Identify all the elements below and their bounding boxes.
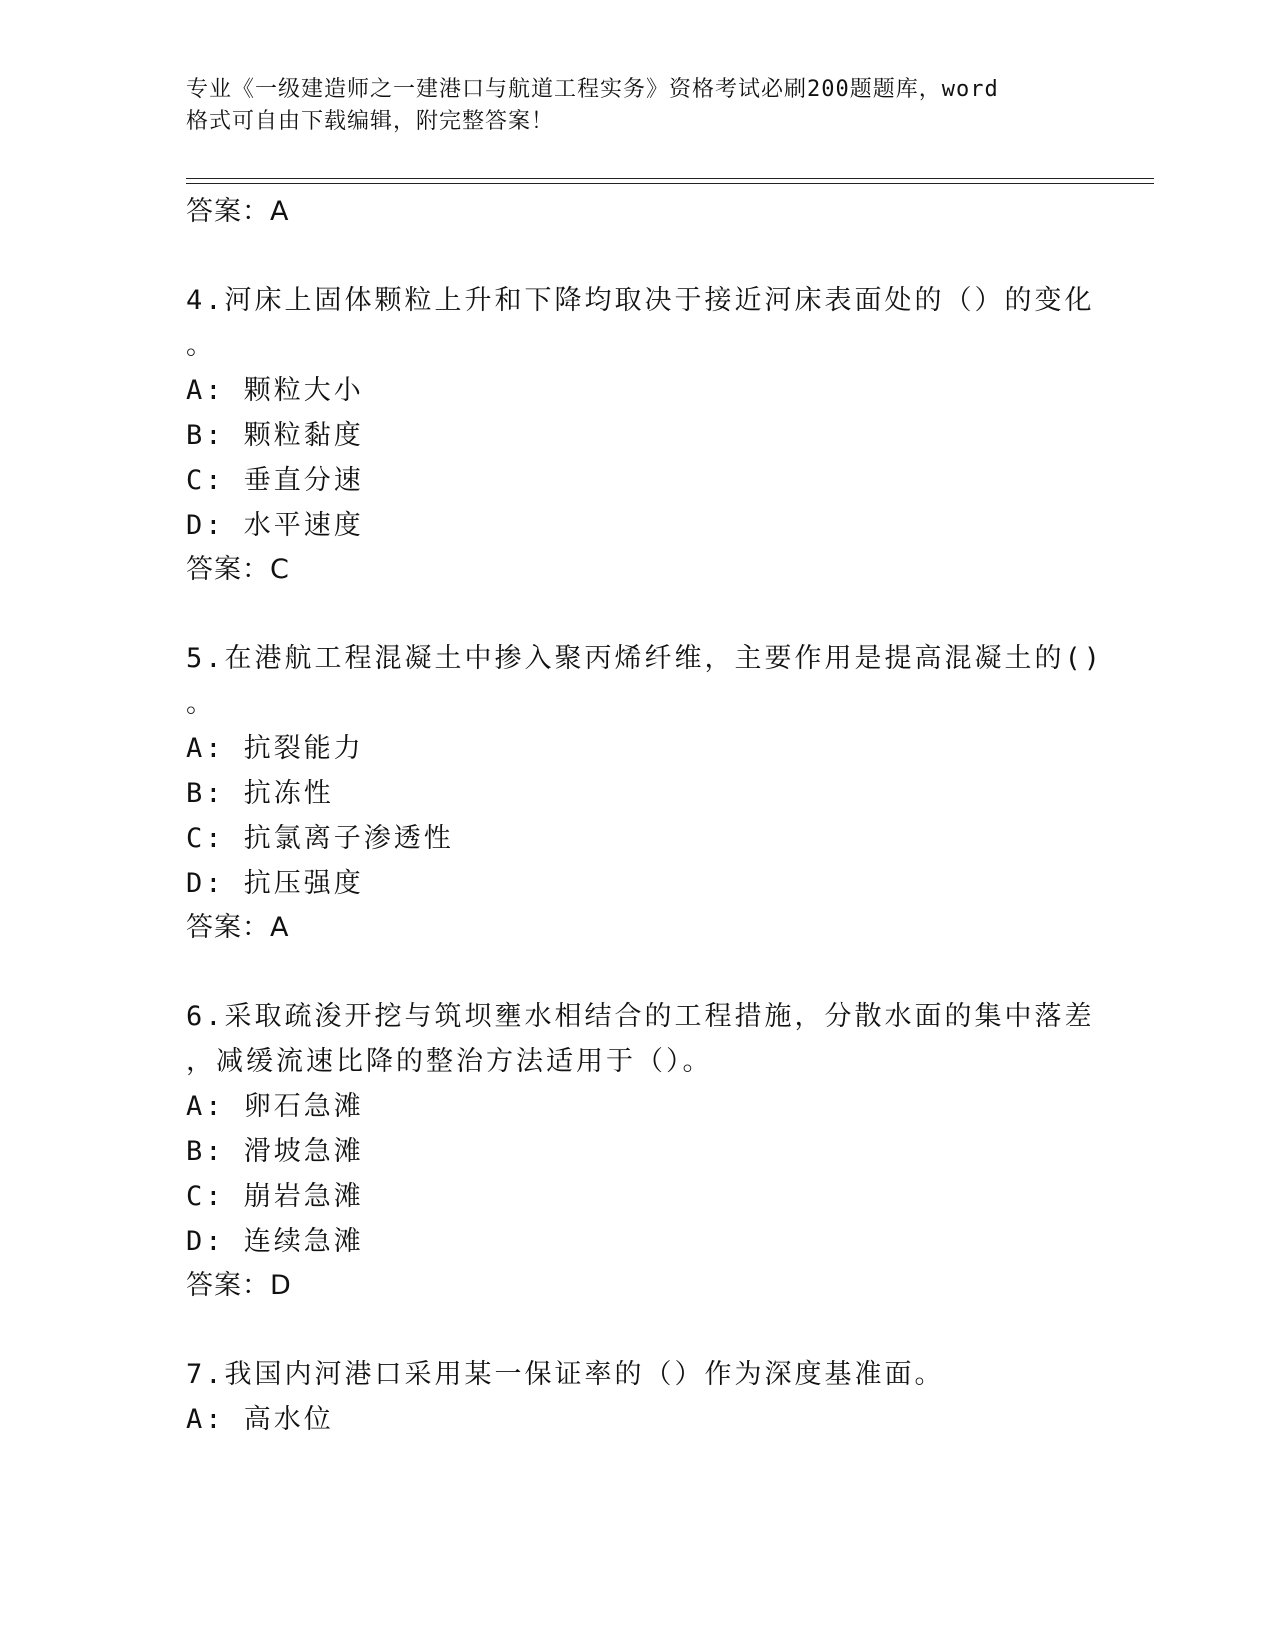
header-divider-bottom xyxy=(186,183,1154,184)
document-header xyxy=(186,74,1066,138)
question-block-5 xyxy=(186,636,1104,950)
option-c: C: 垂直分速 xyxy=(186,465,364,496)
option-a: A: 高水位 xyxy=(186,1404,334,1435)
question-block-4 xyxy=(186,278,1095,592)
question-list xyxy=(186,190,1104,1442)
answer-line: 答案：C xyxy=(186,554,290,585)
question-block-6 xyxy=(186,994,1095,1308)
option-a: A: 卵石急滩 xyxy=(186,1091,364,1122)
header-line-2: 格式可自由下载编辑，附完整答案！ xyxy=(186,109,555,134)
option-b: B: 滑坡急滩 xyxy=(186,1136,364,1167)
option-a: A: 颗粒大小 xyxy=(186,375,364,406)
question-text-continued: ，减缓流速比降的整治方法适用于（）。 xyxy=(186,1046,713,1077)
question-text: 6.采取疏浚开挖与筑坝壅水相结合的工程措施，分散水面的集中落差 xyxy=(186,1001,1095,1032)
option-d: D: 连续急滩 xyxy=(186,1226,364,1257)
question-text-continued: 。 xyxy=(186,330,216,361)
question-text: 5.在港航工程混凝土中掺入聚丙烯纤维，主要作用是提高混凝土的() xyxy=(186,643,1104,674)
option-b: B: 颗粒黏度 xyxy=(186,420,364,451)
answer-line: 答案：A xyxy=(186,196,290,227)
question-text-continued: 。 xyxy=(186,688,216,719)
header-divider-top xyxy=(186,178,1154,179)
option-d: D: 抗压强度 xyxy=(186,868,364,899)
header-line-1: 专业《一级建造师之一建港口与航道工程实务》资格考试必刷200题题库，word xyxy=(186,77,999,102)
answer-line: 答案：A xyxy=(186,912,290,943)
option-c: C: 抗氯离子渗透性 xyxy=(186,823,454,854)
option-c: C: 崩岩急滩 xyxy=(186,1181,364,1212)
question-text: 4.河床上固体颗粒上升和下降均取决于接近河床表面处的（）的变化 xyxy=(186,285,1095,316)
option-d: D: 水平速度 xyxy=(186,510,364,541)
option-b: B: 抗冻性 xyxy=(186,778,334,809)
answer-line: 答案：D xyxy=(186,1270,292,1301)
question-text: 7.我国内河港口采用某一保证率的（）作为深度基准面。 xyxy=(186,1359,945,1390)
option-a: A: 抗裂能力 xyxy=(186,733,364,764)
question-block-7 xyxy=(186,1352,1066,1442)
